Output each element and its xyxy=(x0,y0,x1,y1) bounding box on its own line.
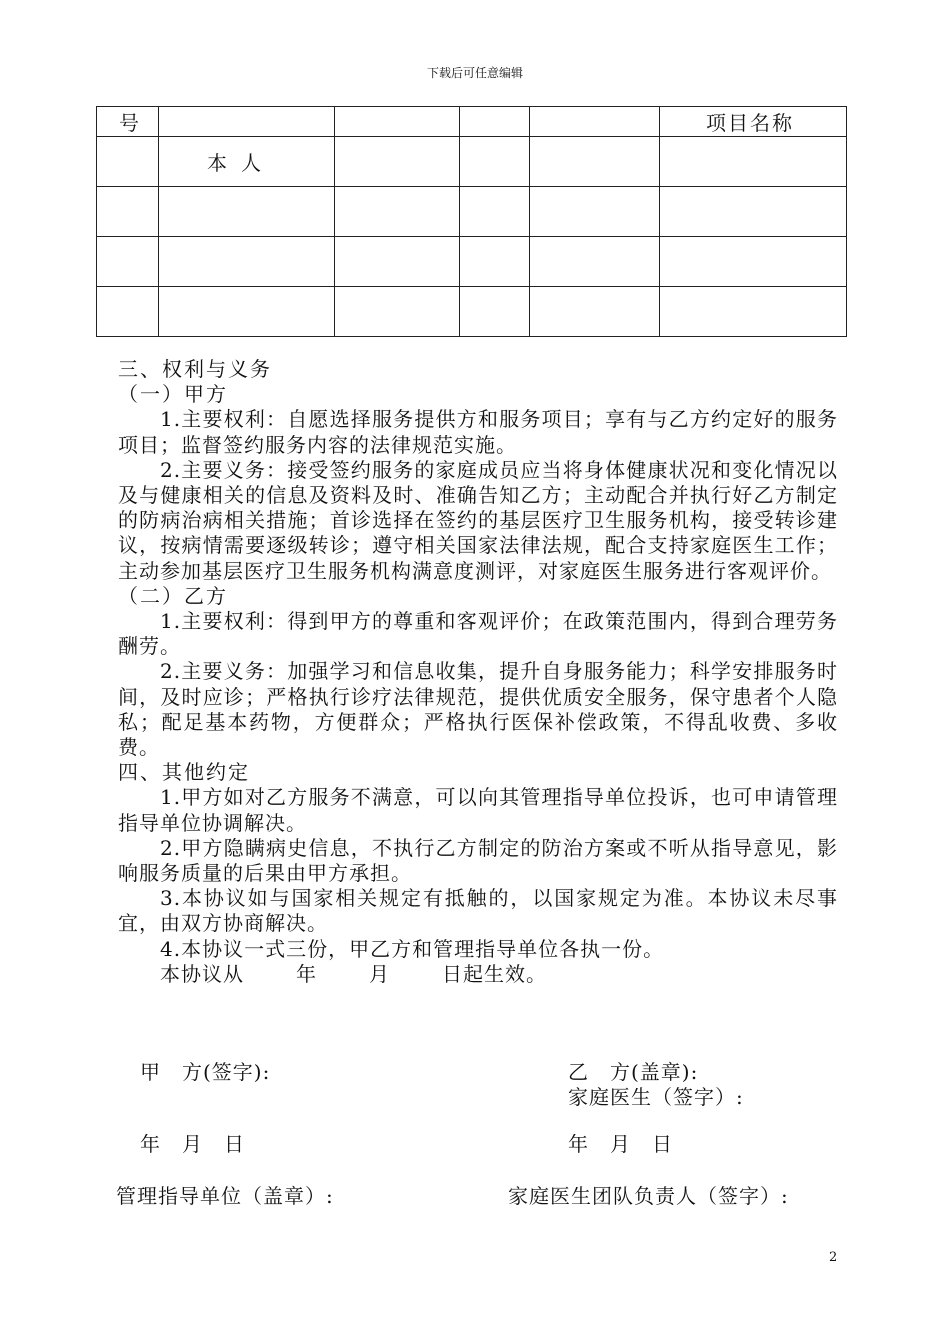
table-cell xyxy=(335,187,460,237)
team-leader-signature-label: 家庭医生团队负责人（签字）: xyxy=(508,1184,789,1208)
table-row xyxy=(97,237,847,287)
table-cell xyxy=(460,287,530,337)
effective-date-line xyxy=(118,962,838,987)
table-cell xyxy=(460,187,530,237)
effective-year: 年 xyxy=(296,961,317,986)
header-cell xyxy=(460,107,530,137)
agreement-body xyxy=(118,357,838,987)
table-cell xyxy=(660,137,847,187)
effective-prefix: 本协议从 xyxy=(160,961,244,986)
table-header-row xyxy=(97,107,847,137)
table-cell xyxy=(97,137,159,187)
table-row xyxy=(97,187,847,237)
table-row xyxy=(97,287,847,337)
table-cell xyxy=(335,137,460,187)
table-cell xyxy=(530,137,660,187)
paragraph-party-b-rights: 1.主要权利：得到甲方的尊重和客观评价；在政策范围内，得到合理劳务酬劳。 xyxy=(118,609,838,659)
table-cell xyxy=(460,237,530,287)
header-cell-no: 号 xyxy=(97,107,159,137)
table-cell xyxy=(97,237,159,287)
paragraph-term-2: 2.甲方隐瞒病史信息，不执行乙方制定的防治方案或不听从指导意见，影响服务质量的后果由甲方承担。 xyxy=(118,835,838,886)
table-cell xyxy=(530,187,660,237)
table-cell xyxy=(530,237,660,287)
paragraph-term-3: 3.本协议如与国家相关规定有抵触的，以国家规定为准。本协议未尽事宜，由双方协商解决。 xyxy=(118,886,838,936)
paragraph-party-b-obligations: 2.主要义务：加强学习和信息收集，提升自身服务能力；科学安排服务时间，及时应诊；严格执行诊疗法律规范，提供优质安全服务，保守患者个人隐私；配足基本药物，方便群众；严格执行医保补偿政策，不得乱收费、多收费。 xyxy=(118,659,838,760)
subsection-heading-party-b: （二）乙方 xyxy=(118,583,228,608)
table-cell xyxy=(97,287,159,337)
header-cell xyxy=(159,107,335,137)
table-cell xyxy=(159,187,335,237)
table-cell xyxy=(530,287,660,337)
header-cell xyxy=(335,107,460,137)
paragraph-term-4: 4.本协议一式三份，甲乙方和管理指导单位各执一份。 xyxy=(160,936,665,961)
effective-month: 月 xyxy=(369,961,390,986)
subsection-heading-party-a: （一）甲方 xyxy=(118,382,228,407)
party-b-seal-label: 乙 方(盖章): xyxy=(568,1060,699,1084)
party-b-date: 年 月 日 xyxy=(568,1132,673,1156)
party-a-signature-label: 甲 方(签字): xyxy=(140,1060,271,1084)
table-cell xyxy=(460,137,530,187)
family-doctor-signature-label: 家庭医生（签字）: xyxy=(568,1085,744,1109)
section-heading-rights-obligations: 三、权利与义务 xyxy=(118,357,272,381)
management-unit-seal-label: 管理指导单位（盖章）: xyxy=(116,1184,334,1208)
table-cell xyxy=(660,237,847,287)
paragraph-term-1: 1.甲方如对乙方服务不满意，可以向其管理指导单位投诉，也可申请管理指导单位协调解决。 xyxy=(118,785,838,835)
table-cell xyxy=(159,237,335,287)
table-cell xyxy=(335,237,460,287)
header-cell-project-name: 项目名称 xyxy=(660,107,847,137)
party-a-date: 年 月 日 xyxy=(140,1132,245,1156)
paragraph-party-a-rights: 1.主要权利：自愿选择服务提供方和服务项目；享有与乙方约定好的服务项目；监督签约服务内容的法律规范实施。 xyxy=(118,407,838,457)
page-header: 下载后可任意编辑 xyxy=(426,66,523,80)
section-heading-other-terms: 四、其他约定 xyxy=(118,760,250,785)
table-cell xyxy=(97,187,159,237)
table-cell xyxy=(335,287,460,337)
table-row xyxy=(97,137,847,187)
table-cell-name: 本人 xyxy=(159,137,335,187)
page-number: 2 xyxy=(829,1250,838,1265)
header-cell xyxy=(530,107,660,137)
paragraph-party-a-obligations: 2.主要义务：接受签约服务的家庭成员应当将身体健康状况和变化情况以及与健康相关的信息及资料及时、准确告知乙方；主动配合并执行好乙方制定的防病治病相关措施；首诊选择在签约的基层医疗卫生服务机构，接受转诊建议，按病情需要逐级转诊；遵守相关国家法律法规，配合支持家庭医生工作；主动参加基层医疗卫生服务机构满意度测评，对家庭医生服务进行客观评价。 xyxy=(118,457,838,583)
table-cell xyxy=(159,287,335,337)
table-cell xyxy=(660,187,847,237)
effective-suffix: 日起生效。 xyxy=(442,961,547,986)
table-cell xyxy=(660,287,847,337)
member-table xyxy=(96,106,847,337)
